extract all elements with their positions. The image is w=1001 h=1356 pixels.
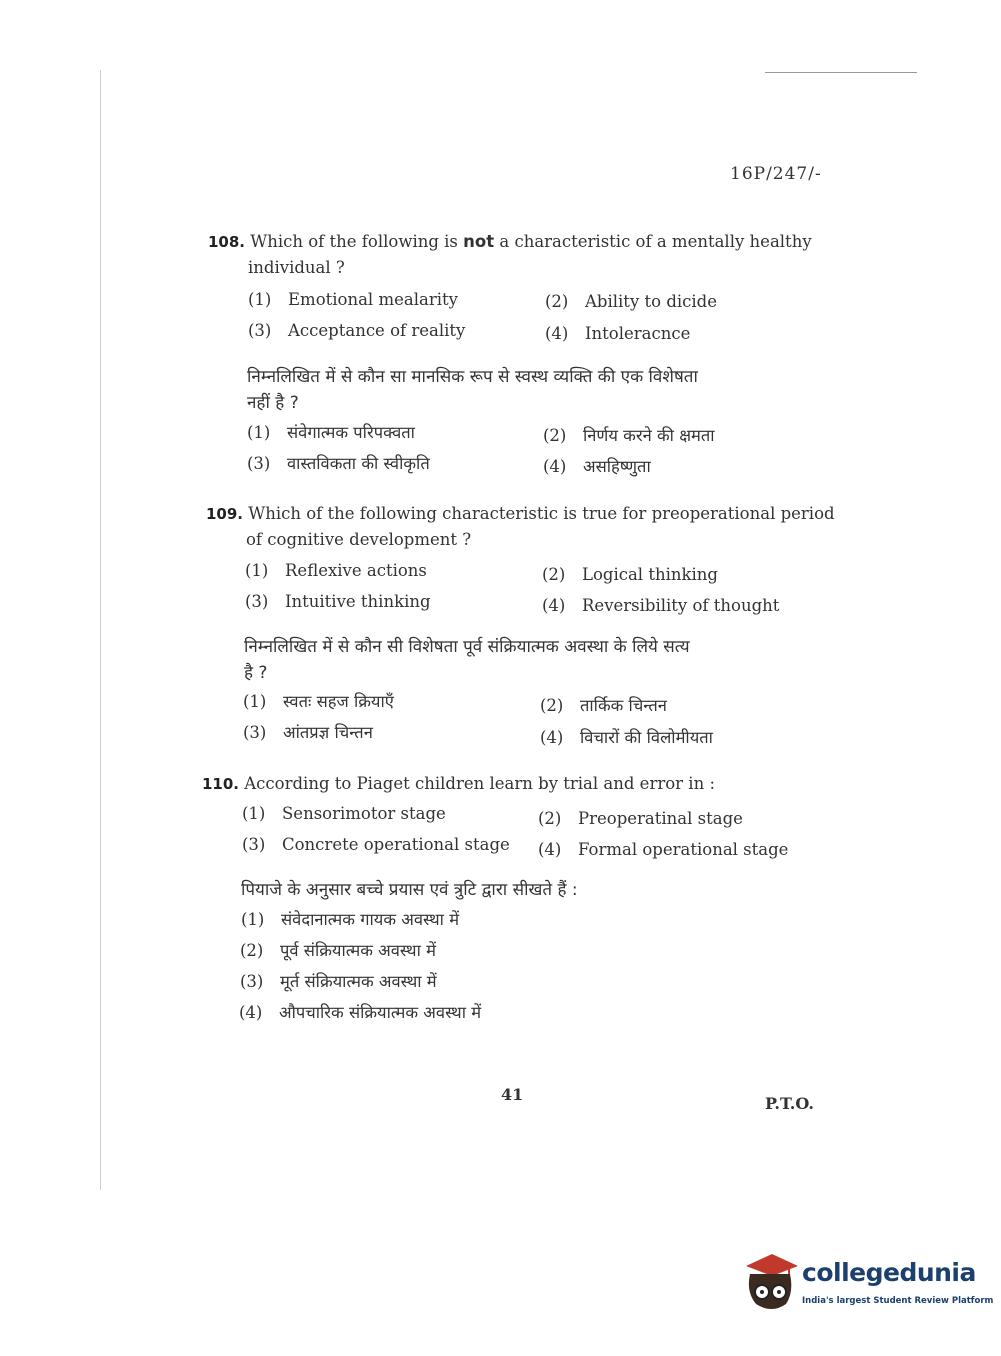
question-108-hi: निम्नलिखित में से कौन सा मानसिक रूप से स्वस्थ व्यक्ति की एक विशेषता नहीं है ?: [247, 367, 698, 413]
question-109-en: 109. Which of the following characteristic is true for preoperational period of cognitive development ?: [206, 504, 835, 549]
question-number: 108.: [208, 233, 246, 251]
option-110-hi-4: (4) औपचारिक संक्रियात्मक अवस्था में: [239, 1003, 482, 1022]
option-109-hi-2: (2) तार्किक चिन्तन: [540, 696, 667, 715]
option-108-4: (4) Intoleracnce: [545, 324, 691, 343]
page-top-rule: [765, 72, 917, 73]
pto-label: P.T.O.: [765, 1094, 814, 1113]
option-110-2: (2) Preoperatinal stage: [538, 809, 743, 828]
option-110-hi-1: (1) संवेदानात्मक गायक अवस्था में: [241, 910, 460, 929]
option-109-hi-4: (4) विचारों की विलोमीयता: [540, 728, 713, 747]
option-108-2: (2) Ability to dicide: [545, 292, 717, 311]
option-108-hi-2: (2) निर्णय करने की क्षमता: [543, 426, 715, 445]
brand-name: collegedunia: [802, 1258, 976, 1287]
option-109-1: (1) Reflexive actions: [245, 561, 427, 580]
question-text: Which of the following is: [250, 232, 464, 251]
option-110-4: (4) Formal operational stage: [538, 840, 789, 859]
question-text: a characteristic of a mentally healthy: [494, 232, 812, 251]
page-left-edge: [100, 70, 101, 1190]
page-number: 41: [501, 1085, 524, 1104]
question-110-en: 110. According to Piaget children learn by trial and error in :: [202, 774, 715, 793]
question-110-hi: पियाजे के अनुसार बच्चे प्रयास एवं त्रुटि द्वारा सीखते हैं :: [241, 880, 578, 900]
paper-code: 16P/247/-: [730, 164, 822, 184]
mascot-icon: [742, 1252, 800, 1316]
option-110-3: (3) Concrete operational stage: [242, 835, 510, 854]
option-108-1: (1) Emotional mealarity: [248, 290, 458, 309]
option-109-4: (4) Reversibility of thought: [542, 596, 780, 615]
option-109-2: (2) Logical thinking: [542, 565, 718, 584]
option-108-3: (3) Acceptance of reality: [248, 321, 466, 340]
option-110-1: (1) Sensorimotor stage: [242, 804, 446, 823]
option-110-hi-2: (2) पूर्व संक्रियात्मक अवस्था में: [240, 941, 436, 960]
option-108-hi-1: (1) संवेगात्मक परिपक्वता: [247, 423, 415, 442]
option-109-hi-3: (3) आंतप्रज्ञ चिन्तन: [243, 723, 373, 742]
question-109-hi: निम्नलिखित में से कौन सी विशेषता पूर्व संक्रियात्मक अवस्था के लिये सत्य है ?: [244, 637, 690, 683]
option-108-hi-4: (4) असहिष्णुता: [543, 457, 651, 476]
brand-tagline: India's largest Student Review Platform: [802, 1296, 994, 1306]
option-109-3: (3) Intuitive thinking: [245, 592, 431, 611]
option-110-hi-3: (3) मूर्त संक्रियात्मक अवस्था में: [240, 972, 437, 991]
question-text-bold: not: [463, 232, 495, 251]
question-text: individual ?: [248, 258, 345, 277]
collegedunia-logo: [742, 1252, 994, 1320]
question-108-en: [208, 229, 848, 281]
option-108-hi-3: (3) वास्तविकता की स्वीकृति: [247, 454, 430, 473]
option-109-hi-1: (1) स्वतः सहज क्रियाएँ: [243, 692, 394, 711]
